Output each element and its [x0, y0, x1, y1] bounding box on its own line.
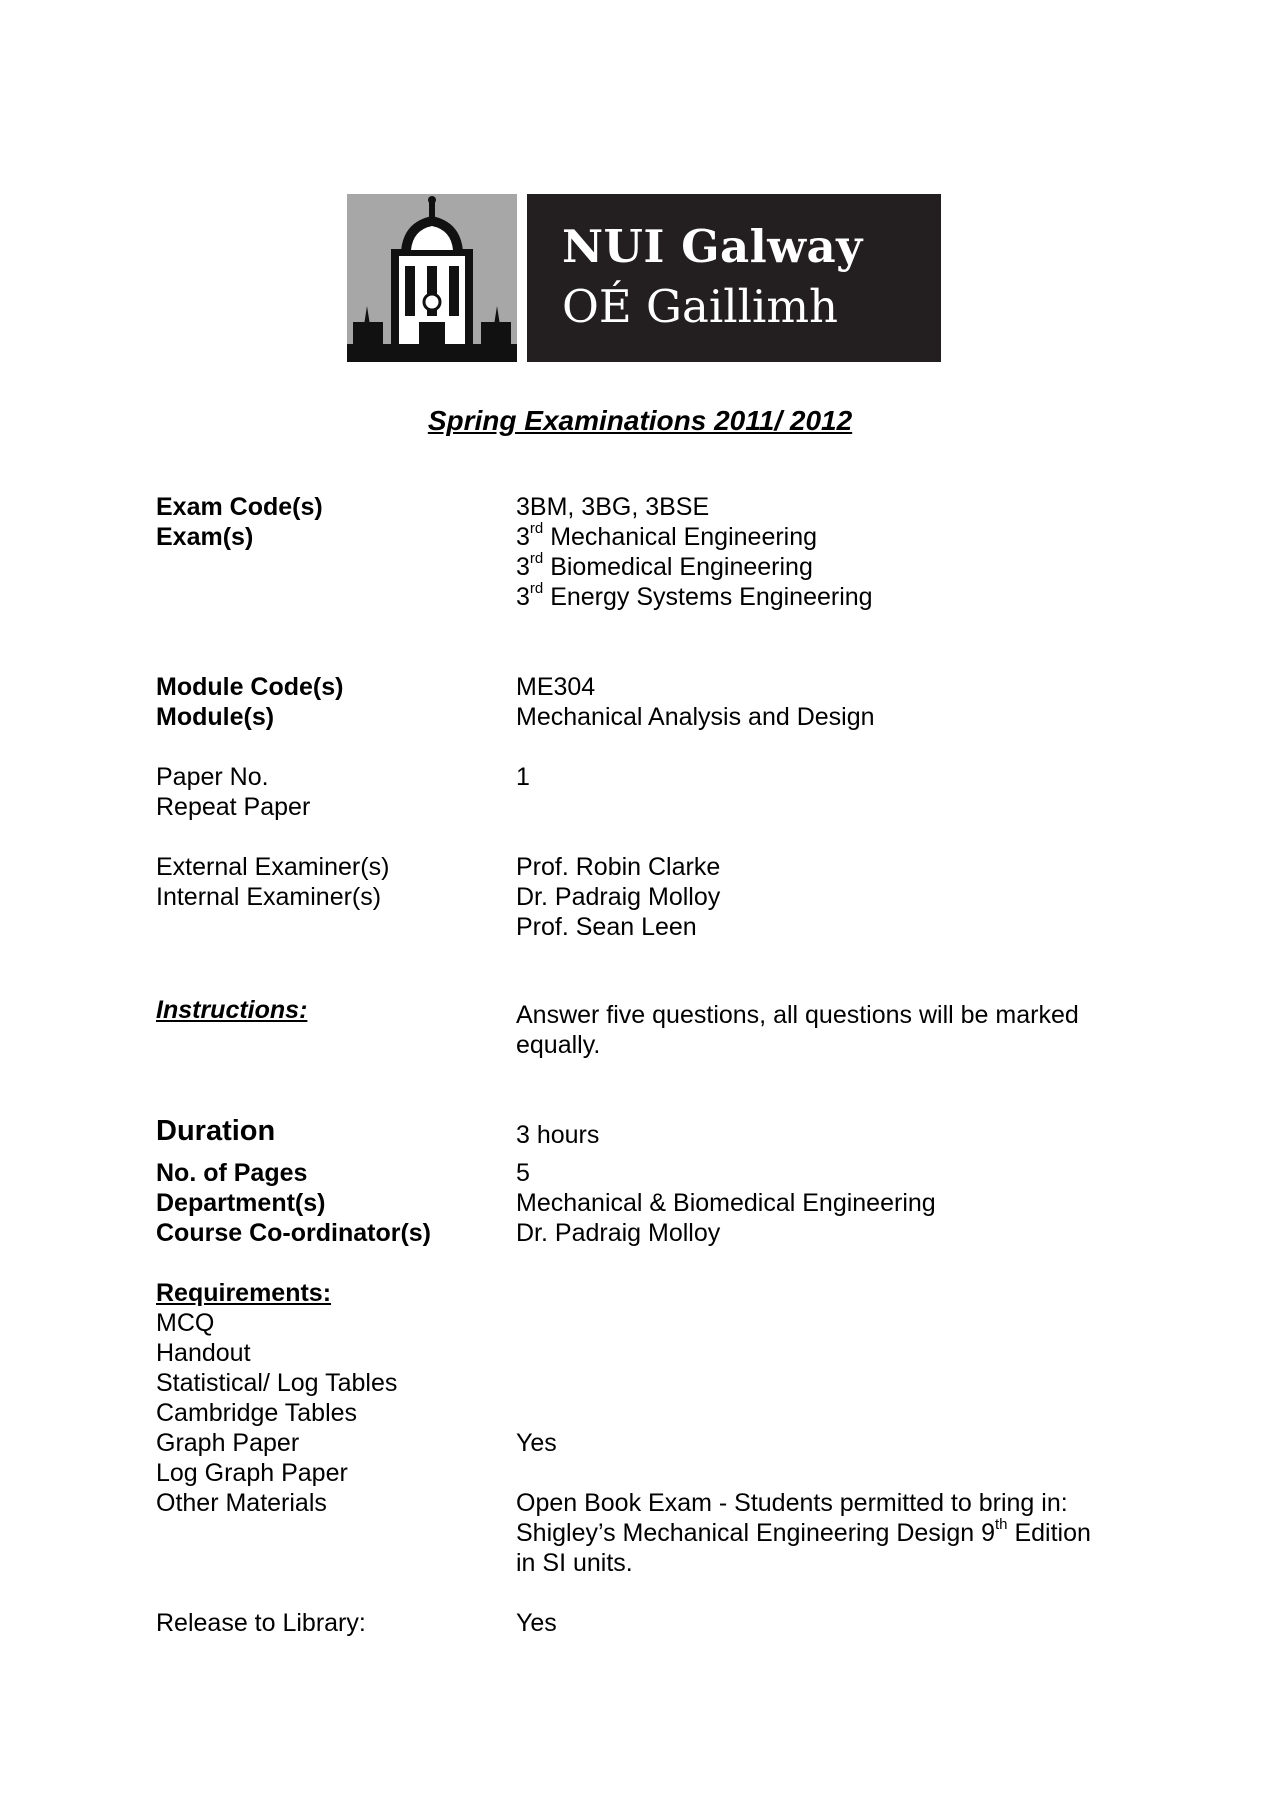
exam-codes-label: Exam Code(s): [156, 493, 323, 521]
exam-item: 3rd Mechanical Engineering: [516, 519, 818, 551]
requirement-value: Yes: [516, 1429, 557, 1457]
modules-value: Mechanical Analysis and Design: [516, 703, 875, 731]
logo-line-english: NUI Galway: [562, 220, 863, 273]
external-examiners-value: Prof. Robin Clarke: [516, 853, 721, 881]
instructions-line: equally.: [516, 1031, 601, 1059]
building-tower-icon: [347, 194, 517, 362]
instructions-line: Answer five questions, all questions will be marked: [516, 1001, 1079, 1029]
requirement-label: Handout: [156, 1339, 251, 1367]
other-materials-line: in SI units.: [516, 1549, 633, 1577]
requirement-label: MCQ: [156, 1309, 215, 1337]
university-logo: [347, 194, 941, 362]
instructions-label: Instructions:: [156, 996, 308, 1024]
release-to-library-value: Yes: [516, 1609, 557, 1637]
paper-no-value: 1: [516, 763, 530, 791]
internal-examiners-label: Internal Examiner(s): [156, 883, 382, 911]
requirement-label: Graph Paper: [156, 1429, 300, 1457]
no-of-pages-value: 5: [516, 1159, 530, 1187]
release-to-library-label: Release to Library:: [156, 1609, 366, 1637]
exam-codes-value: 3BM, 3BG, 3BSE: [516, 493, 710, 521]
requirement-value: Open Book Exam - Students permitted to bring in:: [516, 1489, 1068, 1517]
internal-examiner-value: Dr. Padraig Molloy: [516, 883, 721, 911]
exams-label: Exam(s): [156, 523, 254, 551]
course-coordinators-label: Course Co-ordinator(s): [156, 1219, 431, 1247]
repeat-paper-label: Repeat Paper: [156, 793, 311, 821]
paper-no-label: Paper No.: [156, 763, 269, 791]
modules-label: Module(s): [156, 703, 275, 731]
departments-value: Mechanical & Biomedical Engineering: [516, 1189, 936, 1217]
requirement-label: Other Materials: [156, 1489, 327, 1517]
page-title: Spring Examinations 2011/ 2012: [427, 405, 853, 436]
requirements-heading: Requirements:: [156, 1279, 332, 1307]
logo-line-irish: OÉ Gaillimh: [562, 280, 839, 333]
exam-item: 3rd Energy Systems Engineering: [516, 579, 873, 611]
module-codes-label: Module Code(s): [156, 673, 344, 701]
requirement-label: Log Graph Paper: [156, 1459, 348, 1487]
requirement-label: Statistical/ Log Tables: [156, 1369, 398, 1397]
module-codes-value: ME304: [516, 673, 596, 701]
course-coordinators-value: Dr. Padraig Molloy: [516, 1219, 721, 1247]
duration-label: Duration: [156, 1115, 276, 1147]
other-materials-line: Shigley’s Mechanical Engineering Design 9th Edition: [516, 1515, 1091, 1547]
requirement-label: Cambridge Tables: [156, 1399, 358, 1427]
duration-value: 3 hours: [516, 1121, 600, 1149]
no-of-pages-label: No. of Pages: [156, 1159, 308, 1187]
exam-item: 3rd Biomedical Engineering: [516, 549, 813, 581]
external-examiners-label: External Examiner(s): [156, 853, 390, 881]
logo-wordmark: [527, 194, 941, 362]
departments-label: Department(s): [156, 1189, 326, 1217]
internal-examiner-value: Prof. Sean Leen: [516, 913, 697, 941]
